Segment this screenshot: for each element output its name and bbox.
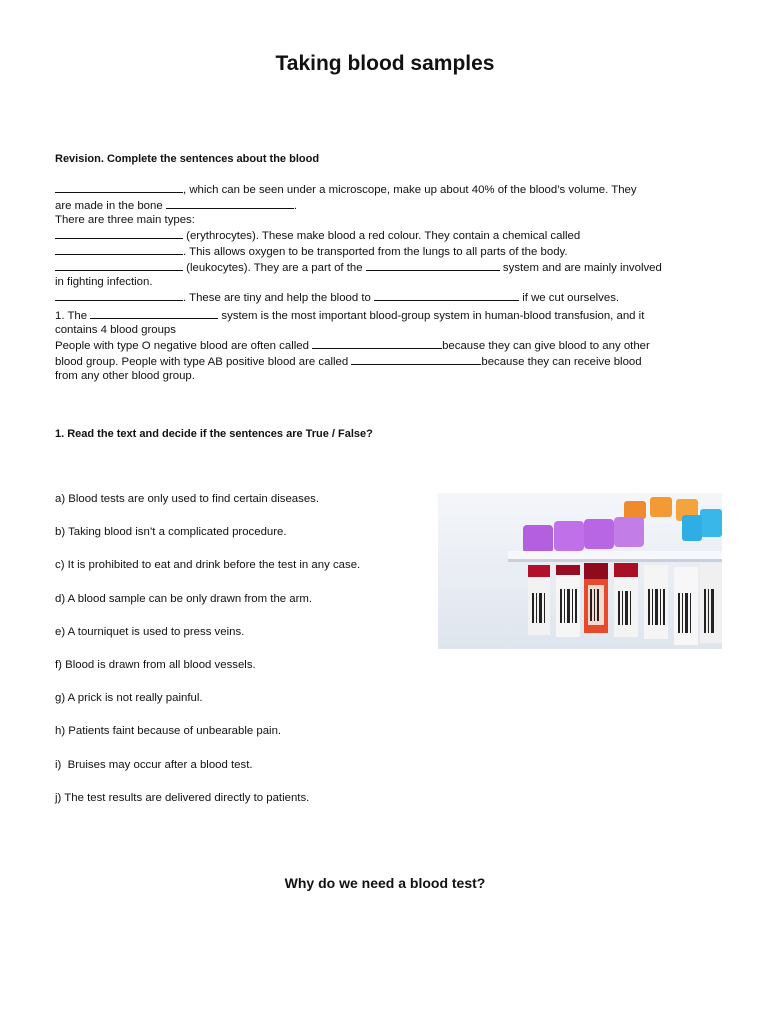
fill-in-blank[interactable] <box>312 337 442 349</box>
fill-in-blank[interactable] <box>366 259 500 271</box>
sentence-text: . This allows oxygen to be transported from the lungs to all parts of the body. <box>183 246 568 258</box>
abo-line <box>55 307 715 323</box>
sentence-text: 1. The <box>55 310 91 322</box>
closing-question: Why do we need a blood test? <box>284 875 486 891</box>
revision-line <box>55 197 715 213</box>
true-false-statement: d) A blood sample can be only drawn from the arm. <box>55 593 313 605</box>
sentence-text: blood group. People with type AB positive blood are called <box>55 356 352 368</box>
fill-in-blank[interactable] <box>55 243 183 255</box>
abo-line <box>55 323 715 337</box>
abo-line <box>55 353 715 369</box>
sentence-text: (leukocytes). They are a part of the <box>183 262 366 274</box>
sentence-text: are made in the bone <box>55 200 166 212</box>
revision-heading: Revision. Complete the sentences about the blood <box>55 153 320 165</box>
sentence-text: There are three main types: <box>55 214 195 226</box>
fill-in-blank[interactable] <box>90 307 218 319</box>
sentence-text: because they can give blood to any other <box>442 340 650 352</box>
sentence-text: (erythrocytes). These make blood a red colour. They contain a chemical called <box>183 230 581 242</box>
page-title: Taking blood samples <box>275 52 495 75</box>
sentence-text: . These are tiny and help the blood to <box>183 292 375 304</box>
true-false-statement: i) Bruises may occur after a blood test. <box>55 759 253 771</box>
fill-in-blank[interactable] <box>55 181 183 193</box>
sentence-text: . <box>293 200 297 212</box>
sentence-text: system is the most important blood-group system in human-blood transfusion, and it <box>218 310 645 322</box>
true-false-statement: f) Blood is drawn from all blood vessels. <box>55 659 256 671</box>
fill-in-blank[interactable] <box>374 289 519 301</box>
revision-line <box>55 181 715 197</box>
revision-line <box>55 259 715 275</box>
sentence-text: system and are mainly involved <box>499 262 662 274</box>
revision-line <box>55 289 715 305</box>
abo-line <box>55 369 715 383</box>
sentence-text: because they can receive blood <box>481 356 642 368</box>
true-false-statement: g) A prick is not really painful. <box>55 692 203 704</box>
sentence-text: if we cut ourselves. <box>519 292 620 304</box>
revision-line <box>55 243 715 259</box>
sentence-text: , which can be seen under a microscope, make up about 40% of the blood’s volume. They <box>183 184 637 196</box>
sentence-text: from any other blood group. <box>55 370 195 382</box>
true-false-statement: h) Patients faint because of unbearable pain. <box>55 725 282 737</box>
true-false-statement: c) It is prohibited to eat and drink before the test in any case. <box>55 559 361 571</box>
fill-in-blank[interactable] <box>166 197 294 209</box>
sentence-text: contains 4 blood groups <box>55 324 176 336</box>
abo-text <box>55 307 715 383</box>
revision-line <box>55 213 715 227</box>
blood-sample-tubes-photo <box>438 493 722 649</box>
fill-in-blank[interactable] <box>55 289 183 301</box>
true-false-statement: b) Taking blood isn’t a complicated procedure. <box>55 526 287 538</box>
fill-in-blank[interactable] <box>55 227 183 239</box>
sentence-text: People with type O negative blood are often called <box>55 340 313 352</box>
sentence-text: in fighting infection. <box>55 276 153 288</box>
abo-line <box>55 337 715 353</box>
fill-in-blank[interactable] <box>351 353 481 365</box>
revision-line <box>55 227 715 243</box>
fill-in-blank[interactable] <box>55 259 183 271</box>
true-false-statement: a) Blood tests are only used to find certain diseases. <box>55 493 320 505</box>
true-false-statement: e) A tourniquet is used to press veins. <box>55 626 245 638</box>
revision-line <box>55 275 715 289</box>
true-false-statement: j) The test results are delivered directly to patients. <box>55 792 310 804</box>
true-false-heading: 1. Read the text and decide if the sentences are True / False? <box>55 428 373 440</box>
revision-text <box>55 181 715 305</box>
